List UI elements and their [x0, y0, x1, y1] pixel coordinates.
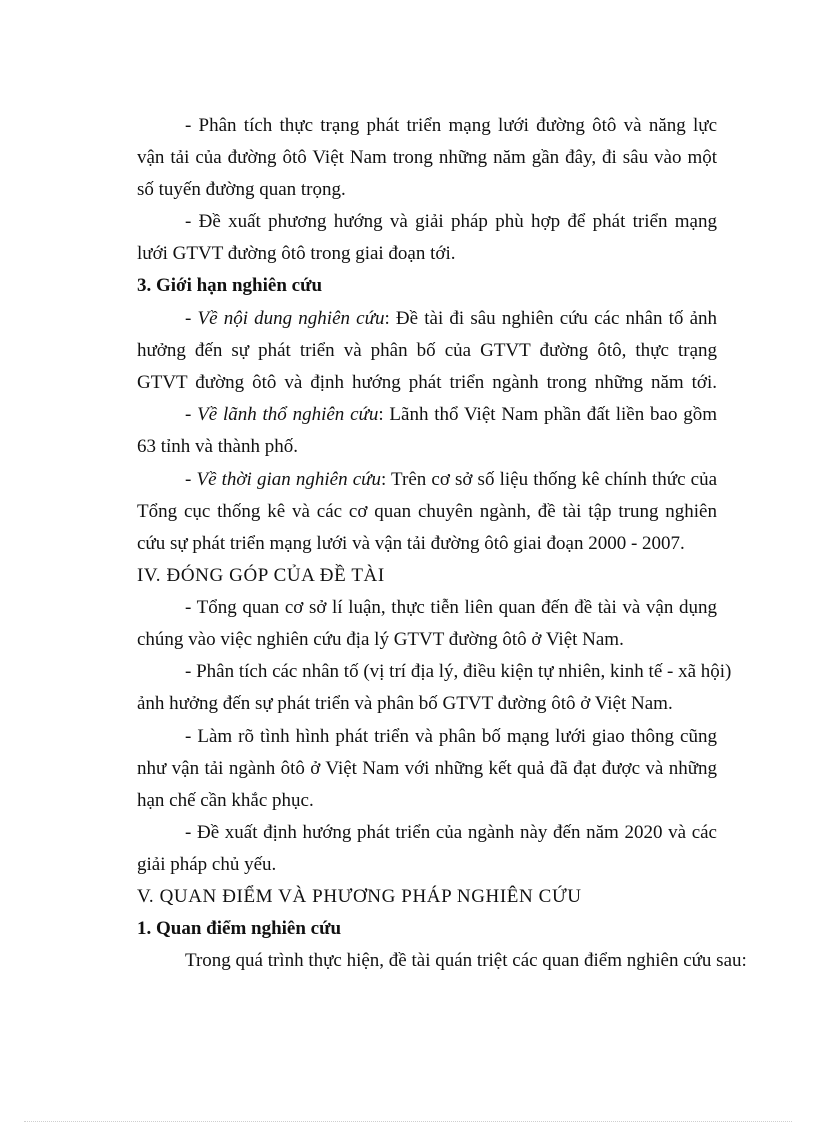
paragraph-clarify-line-3: hạn chế cần khắc phục. [137, 790, 314, 811]
section-heading-methods: V. QUAN ĐIỂM VÀ PHƯƠNG PHÁP NGHIÊN CỨU [137, 886, 582, 907]
page-bottom-rule [24, 1121, 792, 1122]
section-heading-scope: 3. Giới hạn nghiên cứu [137, 275, 323, 296]
paragraph-content-scope-line-1: - Về nội dung nghiên cứu: Đề tài đi sâu nghiên cứu các nhân tố ảnh [185, 308, 718, 329]
paragraph-territory-scope-line-2: 63 tỉnh và thành phố. [137, 436, 298, 457]
paragraph-overview-line-1: - Tổng quan cơ sở lí luận, thực tiễn liên quan đến đề tài và vận dụng [185, 597, 717, 618]
content-scope-label: Về nội dung nghiên cứu [197, 308, 385, 329]
paragraph-clarify-line-2: như vận tải ngành ôtô ở Việt Nam với những kết quả đã đạt được và những [137, 758, 717, 779]
time-scope-text: : Trên cơ sở số liệu thống kê chính thức của [381, 469, 718, 490]
paragraph-proposal-line-2: lưới GTVT đường ôtô trong giai đoạn tới. [137, 243, 456, 264]
paragraph-content-scope-line-3: GTVT đường ôtô và định hướng phát triển ngành trong những năm tới. [137, 372, 717, 393]
content-scope-text: : Đề tài đi sâu nghiên cứu các nhân tố ảnh [384, 308, 718, 329]
paragraph-intro-viewpoints: Trong quá trình thực hiện, đề tài quán triệt các quan điểm nghiên cứu sau: [185, 950, 747, 971]
paragraph-clarify-line-1: - Làm rõ tình hình phát triển và phân bố mạng lưới giao thông cũng [185, 726, 717, 747]
section-heading-viewpoints: 1. Quan điểm nghiên cứu [137, 918, 342, 939]
paragraph-time-scope-line-3: cứu sự phát triển mạng lưới và vận tải đường ôtô giai đoạn 2000 - 2007. [137, 533, 685, 554]
territory-scope-text: : Lãnh thổ Việt Nam phần đất liền bao gồm [378, 404, 718, 425]
time-scope-label: Về thời gian nghiên cứu [196, 469, 381, 490]
paragraph-content-scope-line-2: hưởng đến sự phát triển và phân bố của GTVT đường ôtô, thực trạng [137, 340, 717, 361]
paragraph-analysis-line-3: số tuyến đường quan trọng. [137, 179, 346, 200]
territory-scope-label: Về lãnh thổ nghiên cứu [197, 404, 379, 425]
paragraph-orientation-line-1: - Đề xuất định hướng phát triển của ngành này đến năm 2020 và các [185, 822, 717, 843]
paragraph-time-scope-line-2: Tổng cục thống kê và các cơ quan chuyên ngành, đề tài tập trung nghiên [137, 501, 717, 522]
paragraph-analysis-line-2: vận tải của đường ôtô Việt Nam trong những năm gần đây, đi sâu vào một [137, 147, 717, 168]
paragraph-territory-scope-line-1: - Về lãnh thổ nghiên cứu: Lãnh thổ Việt Nam phần đất liền bao gồm [185, 404, 718, 425]
paragraph-overview-line-2: chúng vào việc nghiên cứu địa lý GTVT đường ôtô ở Việt Nam. [137, 629, 624, 650]
paragraph-time-scope-line-1: - Về thời gian nghiên cứu: Trên cơ sở số liệu thống kê chính thức của [185, 469, 718, 490]
paragraph-factors-line-1: - Phân tích các nhân tố (vị trí địa lý, điều kiện tự nhiên, kinh tế - xã hội) [185, 661, 732, 682]
paragraph-proposal-line-1: - Đề xuất phương hướng và giải pháp phù hợp để phát triển mạng [185, 211, 717, 232]
paragraph-analysis-line-1: - Phân tích thực trạng phát triển mạng lưới đường ôtô và năng lực [185, 115, 717, 136]
section-heading-contributions: IV. ĐÓNG GÓP CỦA ĐỀ TÀI [137, 565, 385, 586]
paragraph-factors-line-2: ảnh hưởng đến sự phát triển và phân bố GTVT đường ôtô ở Việt Nam. [137, 693, 673, 714]
paragraph-orientation-line-2: giải pháp chủ yếu. [137, 854, 277, 875]
